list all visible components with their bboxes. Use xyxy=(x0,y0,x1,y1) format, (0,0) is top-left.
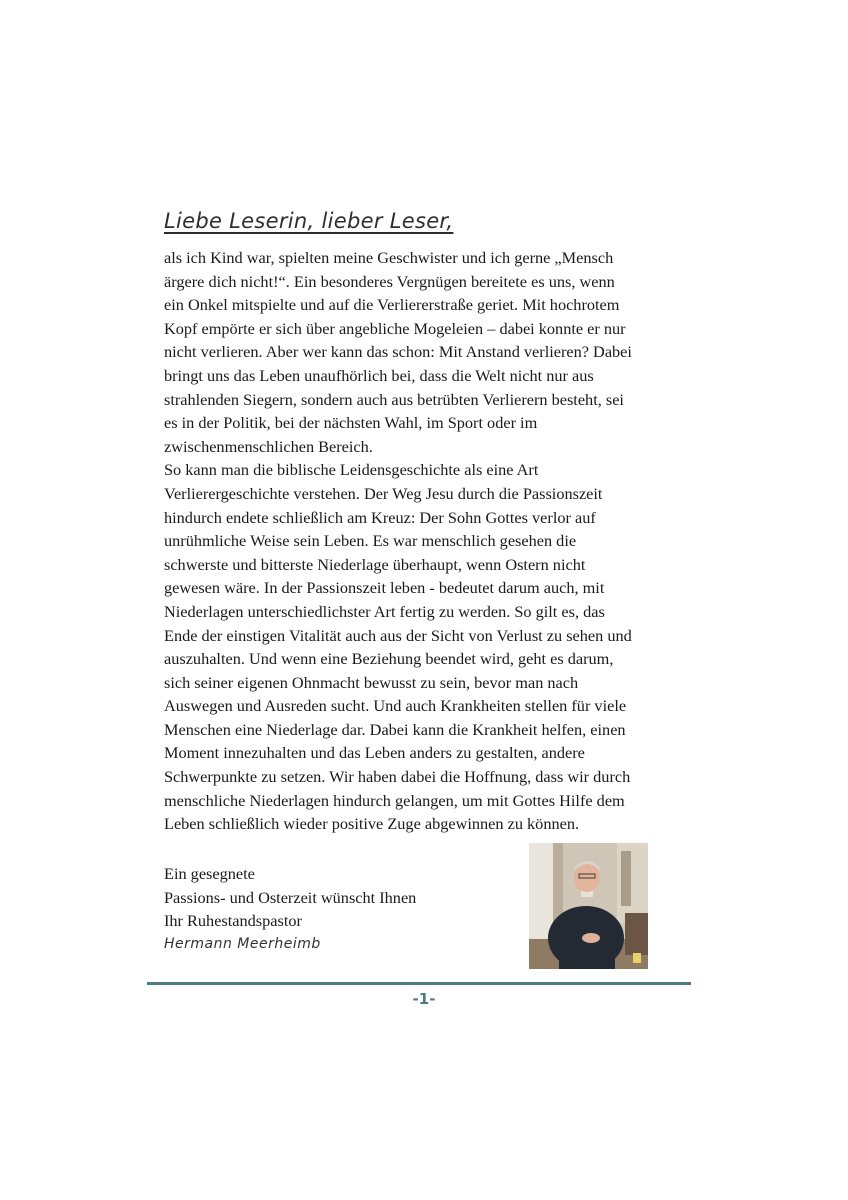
body-line: Moment innezuhalten und das Leben anders zu gestalten, andere xyxy=(164,743,585,763)
body-line: menschliche Niederlagen hindurch gelangen, um mit Gottes Hilfe dem xyxy=(164,790,625,810)
body-line: zwischenmenschlichen Bereich. xyxy=(164,436,373,456)
body-line: Menschen eine Niederlage dar. Dabei kann die Krankheit helfen, einen xyxy=(164,719,626,739)
body-line: Leben schließlich wieder positive Zuge abgewinnen zu können. xyxy=(164,814,580,834)
letter-body xyxy=(164,246,694,836)
greeting-heading: Liebe Leserin, lieber Leser, xyxy=(164,209,454,233)
body-line: sich seiner eigenen Ohnmacht bewusst zu sein, bevor man nach xyxy=(164,672,579,692)
body-line: schwerste und bitterste Niederlage überhaupt, wenn Ostern nicht xyxy=(164,554,586,574)
body-line: Niederlagen unterschiedlichster Art fertig zu werden. So gilt es, das xyxy=(164,601,605,621)
body-line: ärgere dich nicht!“. Ein besonderes Vergnügen bereitete es uns, wenn xyxy=(164,271,615,291)
body-line: strahlenden Siegern, sondern auch aus betrübten Verlierern besteht, sei xyxy=(164,389,624,409)
pastor-photo-illustration xyxy=(529,843,648,969)
footer-rule xyxy=(147,982,691,985)
body-line: Verlierergeschichte verstehen. Der Weg Jesu durch die Passionszeit xyxy=(164,483,603,503)
body-line: auszuhalten. Und wenn eine Beziehung beendet wird, geht es darum, xyxy=(164,649,614,669)
signature: Hermann Meerheimb xyxy=(164,935,321,952)
closing-line: Passions- und Osterzeit wünscht Ihnen xyxy=(164,887,417,907)
body-line: So kann man die biblische Leidensgeschichte als eine Art xyxy=(164,460,539,480)
body-line: als ich Kind war, spielten meine Geschwister und ich gerne „Mensch xyxy=(164,248,614,267)
body-line: Auswegen und Ausreden sucht. Und auch Krankheiten stellen für viele xyxy=(164,696,627,716)
pastor-photo xyxy=(529,843,648,969)
body-line: gewesen wäre. In der Passionszeit leben - bedeutet darum auch, mit xyxy=(164,578,605,598)
body-line: es in der Politik, bei der nächsten Wahl, im Sport oder im xyxy=(164,413,538,433)
body-line: Kopf empörte er sich über angebliche Mogeleien – dabei konnte er nur xyxy=(164,318,626,338)
body-line: bringt uns das Leben unaufhörlich bei, dass die Welt nicht nur aus xyxy=(164,365,594,385)
body-line: hindurch endete schließlich am Kreuz: Der Sohn Gottes verlor auf xyxy=(164,507,596,527)
body-line: ein Onkel mitspielte und auf die Verliererstraße geriet. Mit hochrotem xyxy=(164,295,620,315)
body-line: Schwerpunkte zu setzen. Wir haben dabei die Hoffnung, dass wir durch xyxy=(164,767,631,787)
body-line: unrühmliche Weise sein Leben. Es war menschlich gesehen die xyxy=(164,531,577,551)
closing-line: Ihr Ruhestandspastor xyxy=(164,911,302,931)
letter-closing xyxy=(164,862,416,956)
body-line: nicht verlieren. Aber wer kann das schon: Mit Anstand verlieren? Dabei xyxy=(164,342,632,362)
page-number: -1- xyxy=(412,990,436,1008)
body-line: Ende der einstigen Vitalität auch aus der Sicht von Verlust zu sehen und xyxy=(164,625,632,645)
closing-line: Ein gesegnete xyxy=(164,864,255,883)
